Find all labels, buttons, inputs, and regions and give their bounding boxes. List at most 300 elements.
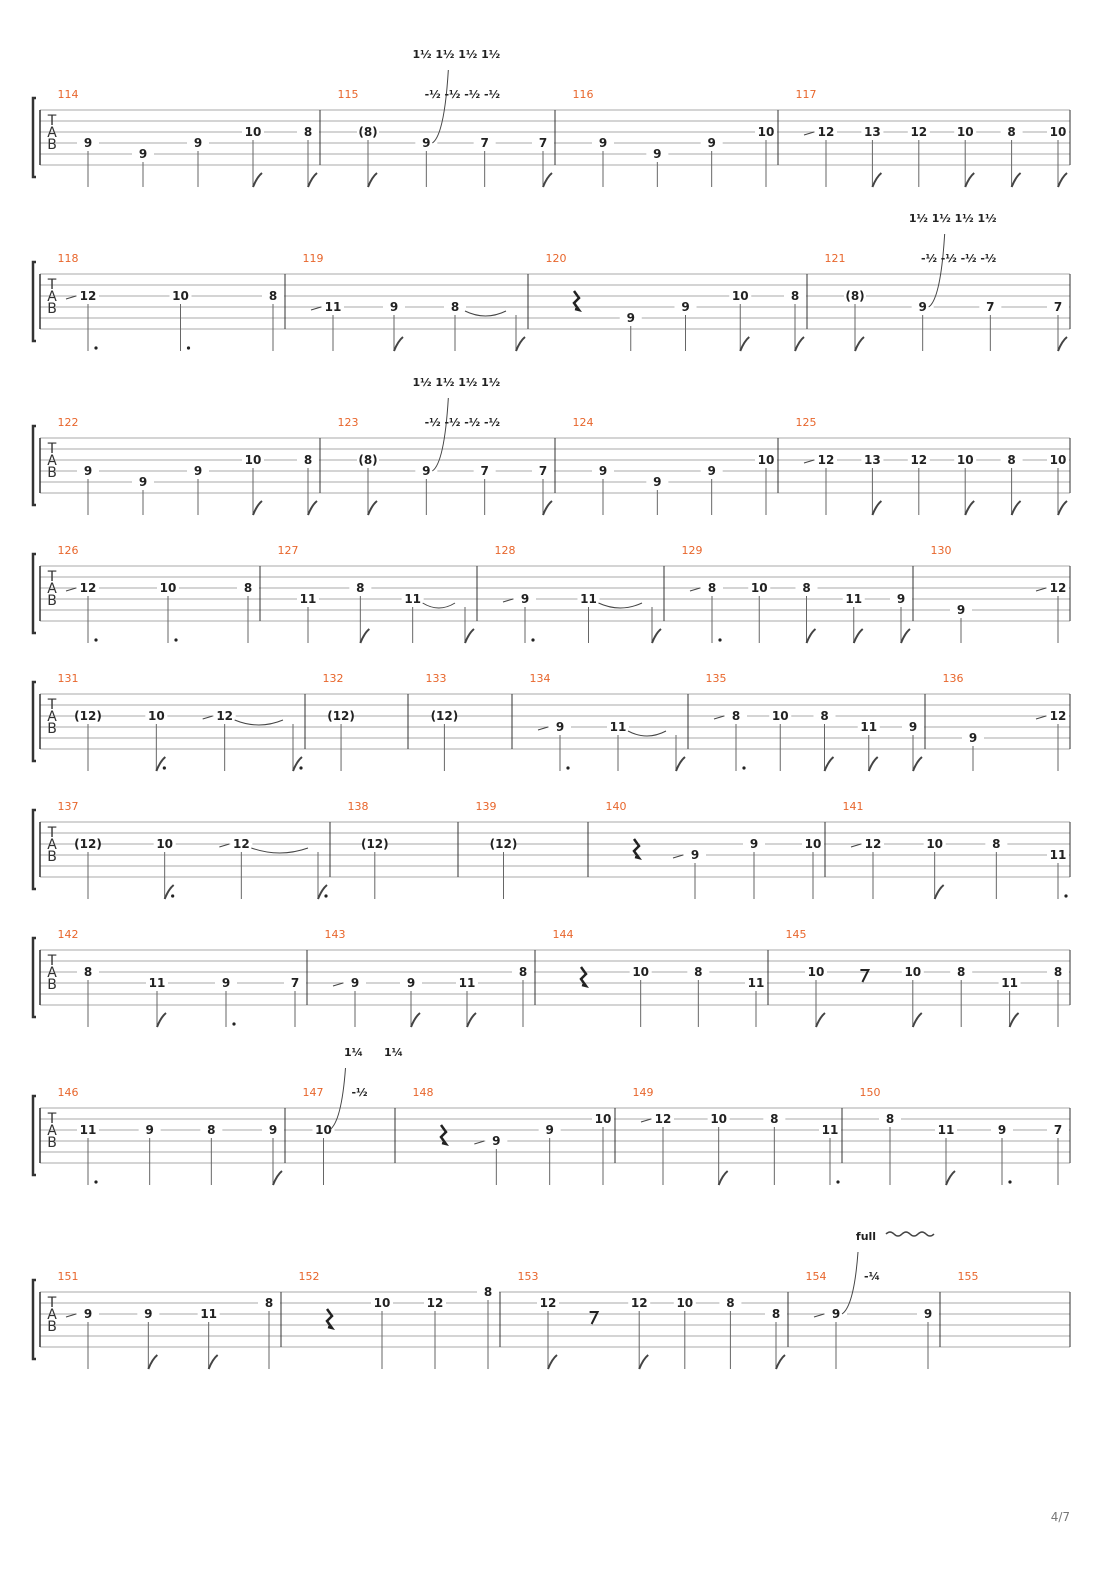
fret-number: 10	[956, 125, 974, 139]
measure-number: 129	[681, 544, 703, 557]
vibrato-mark	[886, 1232, 934, 1236]
fret-number: 8	[83, 965, 93, 979]
eighth-flag	[740, 337, 749, 351]
fret-number: (12)	[360, 837, 389, 851]
fret-number: 10	[1049, 453, 1067, 467]
bend-amount: 1½ 1½ 1½ 1½	[908, 212, 997, 225]
measure-number: 149	[632, 1086, 654, 1099]
fret-number: 11	[148, 976, 166, 990]
tie-arc	[465, 311, 506, 316]
fret-number: 7	[1053, 1123, 1063, 1137]
fret-number: (8)	[358, 125, 378, 139]
fret-number: 10	[904, 965, 922, 979]
system-bracket	[33, 938, 36, 1017]
bend-amount: 1¼	[343, 1046, 364, 1059]
measure-number: 121	[824, 252, 846, 265]
eighth-flag	[776, 1355, 785, 1369]
fret-number: 7	[480, 136, 489, 150]
fret-number: 9	[268, 1123, 278, 1137]
fret-number: 9	[681, 300, 690, 314]
fret-number: 9	[908, 720, 918, 734]
fret-number: 9	[690, 848, 700, 862]
measure-number: 122	[57, 416, 79, 429]
tab-clef-letter: A	[47, 1123, 57, 1139]
fret-number: 9	[896, 592, 906, 606]
fret-number: 11	[860, 720, 878, 734]
tab-clef-letter: A	[47, 289, 57, 305]
fret-number: 9	[350, 976, 360, 990]
eighth-flag	[543, 501, 552, 515]
eighth-flag	[872, 173, 881, 187]
eighth-flag	[676, 757, 685, 771]
measure-number: 133	[425, 672, 447, 685]
tie-arc	[628, 731, 666, 736]
tab-clef-letter: A	[47, 125, 57, 141]
fret-number: 12	[910, 125, 928, 139]
measure-number: 134	[529, 672, 551, 685]
tab-clef-letter: B	[47, 593, 57, 609]
measure-number: 142	[57, 928, 79, 941]
eighth-flag	[807, 629, 816, 643]
eighth-flag	[719, 1171, 728, 1185]
measure-number: 136	[942, 672, 964, 685]
eighth-flag	[639, 1355, 648, 1369]
fret-number: 10	[807, 965, 825, 979]
fret-number: 8	[707, 581, 717, 595]
fret-number: 12	[654, 1112, 672, 1126]
measure-number: 127	[277, 544, 299, 557]
system-bracket	[33, 98, 36, 177]
tie-arc	[423, 603, 455, 608]
fret-number: 10	[926, 837, 944, 851]
dot	[324, 894, 327, 897]
fret-number: 9	[598, 464, 608, 478]
measure-number: 118	[57, 252, 79, 265]
eighth-flag	[872, 501, 881, 515]
fret-number: 8	[790, 289, 800, 303]
fret-number: 9	[555, 720, 565, 734]
fret-number: 11	[747, 976, 765, 990]
fret-number: 11	[821, 1123, 839, 1137]
fret-number: 8	[303, 453, 313, 467]
measure-number: 144	[552, 928, 574, 941]
tab-clef-letter: T	[47, 113, 57, 129]
fret-number: 8	[1007, 125, 1016, 139]
bend-amount: 1½ 1½ 1½ 1½	[412, 48, 501, 61]
fret-number: 12	[817, 125, 835, 139]
bend-amount: full	[855, 1230, 877, 1243]
rebend-amount: 1¼	[383, 1046, 404, 1059]
dot	[299, 766, 302, 769]
eighth-flag	[543, 173, 552, 187]
dot	[187, 346, 190, 349]
fret-number: 10	[373, 1296, 391, 1310]
measure-number: 145	[785, 928, 807, 941]
fret-number: 11	[609, 720, 627, 734]
fret-number: 10	[244, 453, 262, 467]
eighth-flag	[368, 501, 377, 515]
fret-number: 8	[771, 1307, 781, 1321]
measure-number: 125	[795, 416, 817, 429]
fret-number: 8	[243, 581, 253, 595]
tab-clef-letter: B	[47, 849, 57, 865]
eighth-flag	[1058, 337, 1067, 351]
fret-number: 8	[957, 965, 966, 979]
measure-number: 152	[298, 1270, 320, 1283]
fret-number: 7	[1053, 300, 1063, 314]
measure-number: 141	[842, 800, 864, 813]
eighth-flag	[157, 1013, 166, 1027]
fret-number: 12	[910, 453, 928, 467]
fret-number: 10	[172, 289, 189, 303]
eighth-flag	[965, 501, 974, 515]
fret-number: 10	[632, 965, 650, 979]
fret-number: (8)	[358, 453, 378, 467]
fret-number: 9	[545, 1123, 554, 1137]
fret-number: 11	[458, 976, 476, 990]
fret-number: 9	[83, 464, 93, 478]
fret-number: 11	[200, 1307, 218, 1321]
fret-number: 10	[315, 1123, 332, 1137]
dot	[94, 346, 97, 349]
fret-number: 10	[156, 837, 174, 851]
fret-number: 8	[1053, 965, 1063, 979]
fret-number: 11	[580, 592, 597, 606]
measure-number: 116	[572, 88, 594, 101]
fret-number: 9	[831, 1307, 841, 1321]
fret-number: 10	[956, 453, 974, 467]
eighth-flag	[816, 1013, 825, 1027]
fret-number: 11	[324, 300, 342, 314]
eighth-flag	[1058, 173, 1067, 187]
fret-number: 7	[986, 300, 995, 314]
tab-clef-letter: B	[47, 977, 57, 993]
eighth-flag	[394, 337, 403, 351]
fret-number: 8	[303, 125, 313, 139]
measure-number: 117	[795, 88, 817, 101]
fret-number: 9	[923, 1307, 933, 1321]
measure-number: 132	[322, 672, 344, 685]
eighth-flag	[467, 1013, 476, 1027]
measure-number: 147	[302, 1086, 324, 1099]
fret-number: 7	[290, 976, 300, 990]
fret-number: 8	[268, 289, 278, 303]
fret-number: 9	[997, 1123, 1007, 1137]
measure-number: 140	[605, 800, 627, 813]
system-bracket	[33, 554, 36, 633]
fret-number: 13	[864, 453, 881, 467]
measure-number: 146	[57, 1086, 79, 1099]
measure-number: 119	[302, 252, 324, 265]
dot	[171, 894, 174, 897]
eighth-flag	[360, 629, 369, 643]
eighth-flag	[548, 1355, 557, 1369]
bend-arrow	[330, 1068, 346, 1130]
fret-number: 10	[1049, 125, 1067, 139]
fret-number: 9	[653, 475, 662, 489]
fret-number: 10	[710, 1112, 728, 1126]
fret-number: 9	[83, 1307, 93, 1321]
fret-number: 8	[885, 1112, 895, 1126]
fret-number: 10	[771, 709, 789, 723]
tab-clef-letter: T	[47, 1295, 57, 1311]
fret-number: 9	[145, 1123, 154, 1137]
tab-clef-letter: A	[47, 1307, 57, 1323]
fret-number: (12)	[489, 837, 518, 851]
dot	[174, 638, 177, 641]
tab-clef-letter: A	[47, 837, 57, 853]
fret-number: 9	[83, 136, 93, 150]
dot	[742, 766, 745, 769]
fret-number: 12	[1049, 581, 1067, 595]
fret-number: 12	[216, 709, 234, 723]
dot	[718, 638, 721, 641]
fret-number: 10	[594, 1112, 612, 1126]
tie-arc	[235, 720, 283, 725]
fret-number: 8	[483, 1285, 493, 1299]
tie-arc	[251, 848, 308, 853]
measure-number: 143	[324, 928, 346, 941]
tab-clef-letter: B	[47, 137, 57, 153]
tab-clef-letter: T	[47, 697, 57, 713]
fret-number: 9	[193, 464, 203, 478]
tab-clef-letter: A	[47, 709, 57, 725]
fret-number: 8	[264, 1296, 274, 1310]
measure-number: 154	[805, 1270, 827, 1283]
fret-number: 9	[138, 475, 148, 489]
fret-number: 9	[707, 136, 716, 150]
fret-number: (12)	[327, 709, 355, 723]
fret-number: 9	[422, 464, 431, 478]
bend-arrow	[842, 1252, 858, 1314]
fret-number: 9	[749, 837, 759, 851]
measure-number: 139	[475, 800, 497, 813]
fret-number: 9	[626, 311, 635, 325]
eighth-flag	[411, 1013, 420, 1027]
fret-number: (12)	[74, 837, 102, 851]
fret-number: 12	[79, 581, 97, 595]
fret-number: 8	[518, 965, 528, 979]
fret-number: 8	[1007, 453, 1016, 467]
eighth-flag	[946, 1171, 955, 1185]
eighth-flag	[913, 1013, 922, 1027]
eighth-flag	[913, 757, 922, 771]
measure-number: 155	[957, 1270, 979, 1283]
eighth-flag	[308, 501, 317, 515]
eighth-flag	[368, 173, 377, 187]
measure-number: 115	[337, 88, 359, 101]
fret-number: 12	[232, 837, 250, 851]
system-bracket	[33, 810, 36, 889]
measure-number: 150	[859, 1086, 881, 1099]
fret-number: 9	[956, 603, 966, 617]
dot	[94, 1180, 97, 1183]
fret-number: 7	[480, 464, 489, 478]
dot	[232, 1022, 235, 1025]
eighth-flag	[855, 337, 864, 351]
fret-number: 12	[817, 453, 835, 467]
tab-clef-letter: B	[47, 465, 57, 481]
tab-clef-letter: T	[47, 277, 57, 293]
fret-number: 9	[968, 731, 978, 745]
eighth-flag	[1012, 173, 1021, 187]
release-amount: -¼	[864, 1270, 880, 1283]
measure-number: 128	[494, 544, 516, 557]
fret-number: 10	[147, 709, 165, 723]
tab-clef-letter: T	[47, 569, 57, 585]
page-number: 4/7	[1050, 1510, 1070, 1524]
eighth-flag	[308, 173, 317, 187]
fret-number: 10	[159, 581, 177, 595]
measure-number: 114	[57, 88, 79, 101]
fret-number: 10	[676, 1296, 694, 1310]
system-bracket	[33, 682, 36, 761]
measure-number: 137	[57, 800, 79, 813]
fret-number: 13	[864, 125, 881, 139]
fret-number: 9	[221, 976, 231, 990]
fret-number: 10	[804, 837, 822, 851]
fret-number: 8	[731, 709, 741, 723]
fret-number: 11	[845, 592, 863, 606]
dot	[163, 766, 166, 769]
fret-number: 9	[389, 300, 399, 314]
fret-number: 11	[79, 1123, 97, 1137]
fret-number: 8	[802, 581, 811, 595]
tab-clef-letter: B	[47, 1135, 57, 1151]
fret-number: 9	[422, 136, 431, 150]
measure-number: 126	[57, 544, 79, 557]
eighth-flag	[1012, 501, 1021, 515]
fret-number: 9	[918, 300, 927, 314]
eighth-flag	[516, 337, 525, 351]
fret-number: 8	[207, 1123, 216, 1137]
fret-number: 9	[193, 136, 203, 150]
tab-clef-letter: T	[47, 953, 57, 969]
eighth-flag	[253, 173, 262, 187]
measure-number: 148	[412, 1086, 434, 1099]
release-amount: -½	[351, 1086, 368, 1099]
measure-number: 123	[337, 416, 359, 429]
fret-number: 11	[404, 592, 422, 606]
dot	[531, 638, 534, 641]
fret-number: 9	[653, 147, 662, 161]
fret-number: 12	[539, 1296, 557, 1310]
dot	[836, 1180, 839, 1183]
tab-clef-letter: T	[47, 1111, 57, 1127]
tab-clef-letter: A	[47, 965, 57, 981]
measure-number: 131	[57, 672, 79, 685]
fret-number: 9	[520, 592, 530, 606]
dot	[94, 638, 97, 641]
fret-number: 10	[757, 453, 775, 467]
tab-clef-letter: T	[47, 825, 57, 841]
fret-number: 10	[750, 581, 768, 595]
eighth-flag	[465, 629, 474, 643]
eighth-flag	[935, 885, 944, 899]
measure-number: 138	[347, 800, 369, 813]
tab-clef-letter: A	[47, 581, 57, 597]
fret-number: 9	[707, 464, 716, 478]
fret-number: 12	[1049, 709, 1067, 723]
fret-number: 8	[770, 1112, 779, 1126]
fret-number: 10	[244, 125, 262, 139]
eighth-flag	[253, 501, 262, 515]
fret-number: 11	[299, 592, 317, 606]
bend-amount: 1½ 1½ 1½ 1½	[412, 376, 501, 389]
dot	[1008, 1180, 1011, 1183]
fret-number: (12)	[74, 709, 102, 723]
fret-number: 8	[820, 709, 829, 723]
measure-number: 135	[705, 672, 727, 685]
dot	[566, 766, 569, 769]
fret-number: 10	[731, 289, 749, 303]
eighth-flag	[1010, 1013, 1019, 1027]
system-bracket	[33, 1280, 36, 1359]
fret-number: 8	[450, 300, 460, 314]
fret-number: 9	[598, 136, 608, 150]
fret-number: 8	[726, 1296, 735, 1310]
measure-number: 130	[930, 544, 952, 557]
fret-number: 8	[992, 837, 1001, 851]
tab-clef-letter: B	[47, 301, 57, 317]
fret-number: (8)	[845, 289, 865, 303]
eighth-flag	[869, 757, 878, 771]
dot	[1064, 894, 1067, 897]
eighth-flag	[1058, 501, 1067, 515]
fret-number: 8	[356, 581, 365, 595]
eighth-flag	[209, 1355, 218, 1369]
measure-number: 151	[57, 1270, 79, 1283]
tab-clef-letter: A	[47, 453, 57, 469]
measure-number: 120	[545, 252, 567, 265]
tie-arc	[599, 603, 643, 608]
tab-clef-letter: T	[47, 441, 57, 457]
eighth-flag	[901, 629, 910, 643]
tab-clef-letter: B	[47, 1319, 57, 1335]
fret-number: 9	[138, 147, 148, 161]
fret-number: 12	[864, 837, 882, 851]
eighth-flag	[795, 337, 804, 351]
system-bracket	[33, 426, 36, 505]
fret-number: 9	[144, 1307, 153, 1321]
eighth-flag	[854, 629, 863, 643]
fret-number: 11	[1049, 848, 1067, 862]
fret-number: 9	[406, 976, 416, 990]
measure-number: 124	[572, 416, 594, 429]
measure-number: 153	[517, 1270, 539, 1283]
fret-number: (12)	[430, 709, 459, 723]
release-amount: -½ -½ -½ -½	[921, 252, 997, 265]
fret-number: 10	[757, 125, 775, 139]
eighth-flag	[652, 629, 661, 643]
system-bracket	[33, 262, 36, 341]
fret-number: 7	[538, 136, 548, 150]
release-amount: -½ -½ -½ -½	[424, 416, 500, 429]
fret-number: 8	[694, 965, 703, 979]
fret-number: 9	[492, 1134, 501, 1148]
fret-number: 11	[937, 1123, 955, 1137]
release-amount: -½ -½ -½ -½	[424, 88, 500, 101]
system-bracket	[33, 1096, 36, 1175]
eighth-flag	[273, 1171, 282, 1185]
fret-number: 12	[630, 1296, 648, 1310]
fret-number: 12	[79, 289, 97, 303]
fret-number: 11	[1001, 976, 1018, 990]
eighth-flag	[965, 173, 974, 187]
tab-clef-letter: B	[47, 721, 57, 737]
fret-number: 7	[538, 464, 548, 478]
eighth-flag	[825, 757, 834, 771]
